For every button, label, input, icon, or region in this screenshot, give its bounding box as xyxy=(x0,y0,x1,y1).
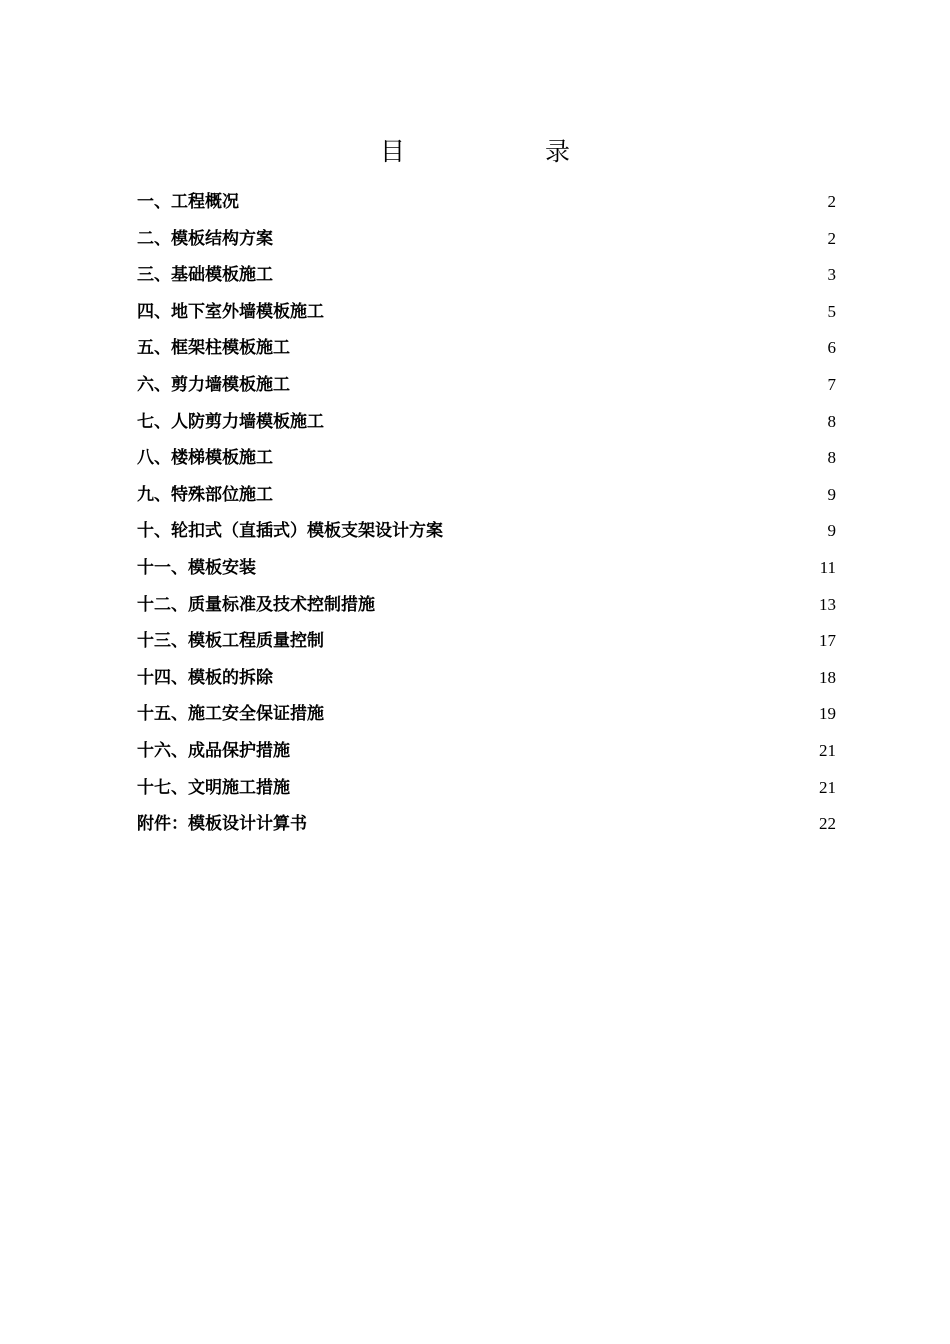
toc-dot-leader xyxy=(308,813,818,830)
toc-dot-leader xyxy=(291,337,827,354)
toc-entry[interactable] xyxy=(137,294,836,331)
toc-entry-page: 6 xyxy=(827,338,836,358)
toc-dot-leader xyxy=(291,740,818,757)
toc-entry[interactable] xyxy=(137,623,836,660)
toc-entry[interactable] xyxy=(137,330,836,367)
toc-entry-label: 十六、成品保护措施 xyxy=(137,740,290,761)
toc-entry-page: 11 xyxy=(819,557,836,577)
toc-dot-leader xyxy=(274,667,818,684)
toc-entry-page: 2 xyxy=(827,228,836,248)
toc-entry-page: 13 xyxy=(819,594,836,614)
toc-entry[interactable] xyxy=(137,733,836,770)
toc-entry-page: 8 xyxy=(827,411,836,431)
toc-dot-leader xyxy=(274,447,827,464)
toc-entry-page: 5 xyxy=(827,301,836,321)
toc-entry-label: 十三、模板工程质量控制 xyxy=(137,631,324,652)
toc-entry[interactable] xyxy=(137,477,836,514)
toc-entry[interactable] xyxy=(137,770,836,807)
toc-entry-label: 五、框架柱模板施工 xyxy=(137,338,290,359)
toc-dot-leader xyxy=(444,520,827,537)
toc-dot-leader xyxy=(325,411,827,428)
toc-entry[interactable] xyxy=(137,550,836,587)
toc-dot-leader xyxy=(240,191,827,208)
toc-entry-label: 附件：模板设计计算书 xyxy=(137,814,307,835)
toc-entry-label: 七、人防剪力墙模板施工 xyxy=(137,411,324,432)
toc-title xyxy=(0,132,950,168)
toc-entry-label: 三、基础模板施工 xyxy=(137,265,273,286)
toc-dot-leader xyxy=(291,777,818,794)
toc-title-char-2: 录 xyxy=(545,137,571,166)
toc-dot-leader xyxy=(376,594,818,611)
toc-dot-leader xyxy=(325,630,818,647)
toc-entry[interactable] xyxy=(137,257,836,294)
toc-entry-page: 3 xyxy=(827,265,836,285)
toc-dot-leader xyxy=(325,703,818,720)
toc-entry-page: 22 xyxy=(819,814,836,834)
toc-title-char-1: 目 xyxy=(380,137,406,166)
toc-list xyxy=(137,184,836,843)
toc-entry[interactable] xyxy=(137,806,836,843)
toc-entry[interactable] xyxy=(137,184,836,221)
toc-entry-page: 21 xyxy=(819,740,836,760)
toc-entry-label: 四、地下室外墙模板施工 xyxy=(137,301,324,322)
toc-entry[interactable] xyxy=(137,367,836,404)
toc-entry-label: 二、模板结构方案 xyxy=(137,228,273,249)
toc-dot-leader xyxy=(274,228,827,245)
toc-entry[interactable] xyxy=(137,513,836,550)
toc-entry-label: 八、楼梯模板施工 xyxy=(137,448,273,469)
toc-entry-label: 九、特殊部位施工 xyxy=(137,484,273,505)
toc-entry-page: 8 xyxy=(827,448,836,468)
toc-entry[interactable] xyxy=(137,660,836,697)
toc-entry-label: 六、剪力墙模板施工 xyxy=(137,374,290,395)
toc-entry[interactable] xyxy=(137,404,836,441)
toc-entry-label: 十七、文明施工措施 xyxy=(137,777,290,798)
toc-title-spacer xyxy=(405,132,545,168)
toc-dot-leader xyxy=(274,484,827,501)
toc-dot-leader xyxy=(257,557,819,574)
toc-entry-page: 9 xyxy=(827,484,836,504)
toc-entry-page: 18 xyxy=(819,667,836,687)
toc-dot-leader xyxy=(274,264,827,281)
toc-entry-page: 2 xyxy=(827,192,836,211)
toc-entry-page: 9 xyxy=(827,521,836,541)
toc-entry-label: 一、工程概况 xyxy=(137,192,239,212)
toc-entry-label: 十、轮扣式（直插式）模板支架设计方案 xyxy=(137,521,443,542)
toc-entry[interactable] xyxy=(137,440,836,477)
toc-entry-label: 十一、模板安装 xyxy=(137,557,256,578)
toc-entry-page: 7 xyxy=(827,374,836,394)
toc-dot-leader xyxy=(291,374,827,391)
toc-entry-page: 17 xyxy=(819,631,836,651)
toc-entry-page: 19 xyxy=(819,704,836,724)
toc-entry-label: 十五、施工安全保证措施 xyxy=(137,704,324,725)
toc-entry-label: 十二、质量标准及技术控制措施 xyxy=(137,594,375,615)
toc-entry[interactable] xyxy=(137,587,836,624)
toc-entry-label: 十四、模板的拆除 xyxy=(137,667,273,688)
toc-dot-leader xyxy=(325,301,827,318)
toc-entry[interactable] xyxy=(137,221,836,258)
toc-entry[interactable] xyxy=(137,696,836,733)
toc-entry-page: 21 xyxy=(819,777,836,797)
